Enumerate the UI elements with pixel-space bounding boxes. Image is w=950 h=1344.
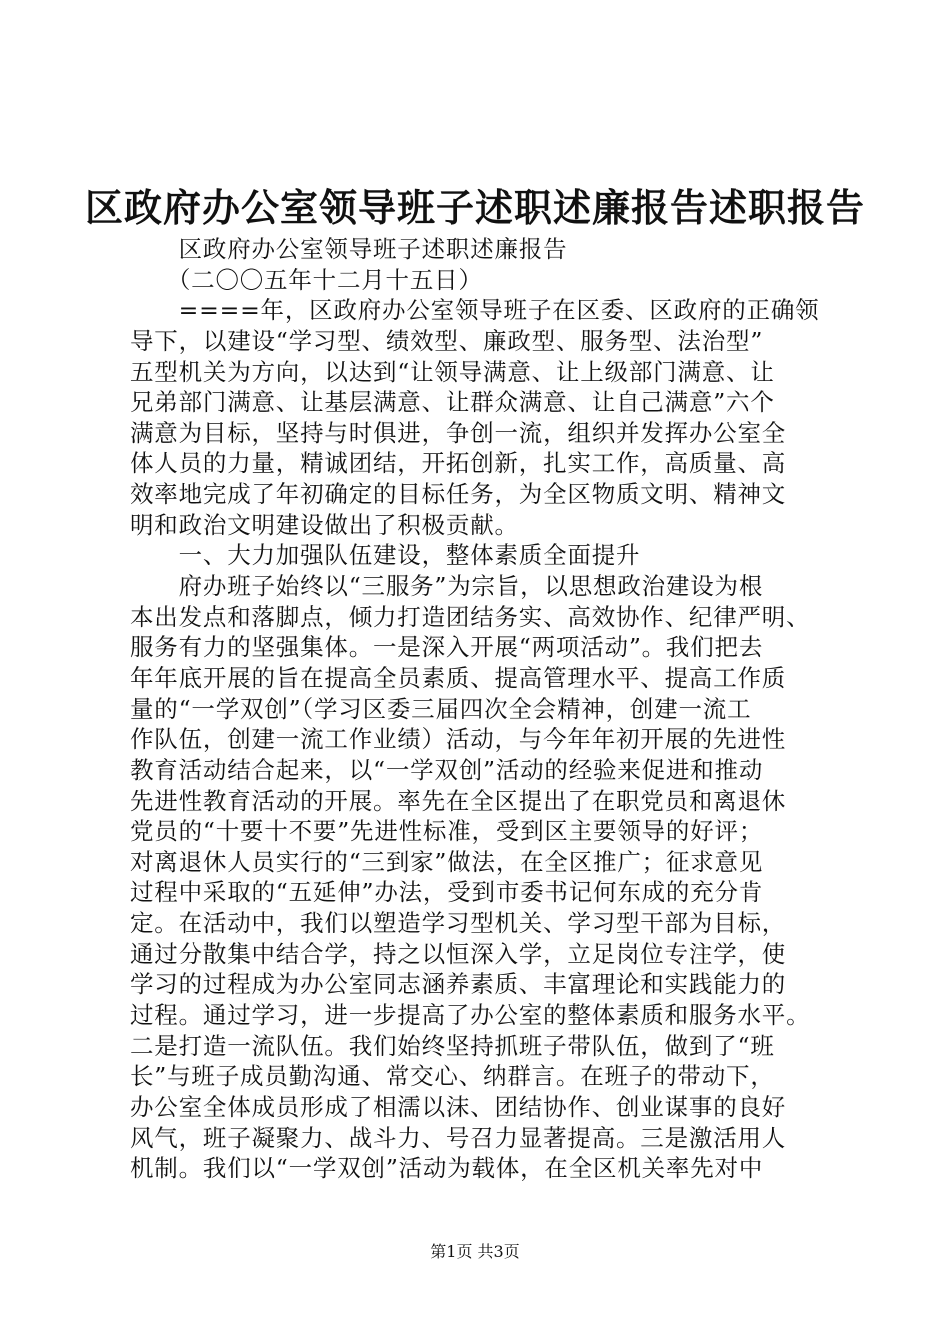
body-line: 府办班子始终以“三服务”为宗旨，以思想政治建设为根 <box>130 572 764 601</box>
body-line: 效率地完成了年初确定的目标任务，为全区物质文明、精神文 <box>130 480 787 509</box>
body-line: 先进性教育活动的开展。率先在全区提出了在职党员和离退休 <box>130 786 787 815</box>
body-line: 本出发点和落脚点，倾力打造团结务实、高效协作、纪律严明、 <box>130 602 811 631</box>
body-line: ====年，区政府办公室领导班子在区委、区政府的正确领 <box>130 296 820 325</box>
page-footer: 第1页 共3页 <box>430 1242 520 1261</box>
body-line: 党员的“十要十不要”先进性标准，受到区主要领导的好评； <box>130 817 764 846</box>
body-line: 量的“一学双创”（学习区委三届四次全会精神，创建一流工 <box>130 694 752 723</box>
body-line: 学习的过程成为办公室同志涵养素质、丰富理论和实践能力的 <box>130 970 787 999</box>
document-title: 区政府办公室领导班子述职述廉报告述职报告 <box>84 185 865 230</box>
body-line: 导下，以建设“学习型、绩效型、廉政型、服务型、法治型” <box>130 326 764 355</box>
body-line: 对离退休人员实行的“三到家”做法，在全区推广；征求意见 <box>130 847 764 876</box>
body-line: 机制。我们以“一学双创”活动为载体，在全区机关率先对中 <box>130 1154 764 1183</box>
document-body <box>130 234 824 1184</box>
body-line: 五型机关为方向，以达到“让领导满意、让上级部门满意、让 <box>130 357 775 386</box>
body-line: 过程中采取的“五延伸”办法，受到市委书记何东成的充分肯 <box>130 878 764 907</box>
body-line: 一、大力加强队伍建设，整体素质全面提升 <box>130 541 641 570</box>
body-line: 明和政治文明建设做出了积极贡献。 <box>130 510 519 539</box>
body-line: 满意为目标，坚持与时俱进，争创一流，组织并发挥办公室全 <box>130 418 787 447</box>
body-line: 定。在活动中，我们以塑造学习型机关、学习型干部为目标， <box>130 909 787 938</box>
body-line: 体人员的力量，精诚团结，开拓创新，扎实工作，高质量、高 <box>130 449 787 478</box>
body-line: 作队伍，创建一流工作业绩）活动，与今年年初开展的先进性 <box>130 725 787 754</box>
body-line: 长”与班子成员勤沟通、常交心、纳群言。在班子的带动下， <box>130 1062 775 1091</box>
body-line: 区政府办公室领导班子述职述廉报告 <box>130 235 568 263</box>
body-line: 服务有力的坚强集体。一是深入开展“两项活动”。我们把去 <box>130 633 764 662</box>
body-line: （二〇〇五年十二月十五日） <box>130 265 483 294</box>
body-line: 办公室全体成员形成了相濡以沫、团结协作、创业谋事的良好 <box>130 1092 787 1121</box>
body-line: 通过分散集中结合学，持之以恒深入学，立足岗位专注学，使 <box>130 939 787 968</box>
body-line: 教育活动结合起来，以“一学双创”活动的经验来促进和推动 <box>130 755 764 784</box>
body-line: 年年底开展的旨在提高全员素质、提高管理水平、提高工作质 <box>130 663 787 692</box>
body-line: 二是打造一流队伍。我们始终坚持抓班子带队伍，做到了“班 <box>130 1031 775 1060</box>
body-line: 过程。通过学习，进一步提高了办公室的整体素质和服务水平。 <box>130 1001 811 1030</box>
body-line: 风气，班子凝聚力、战斗力、号召力显著提高。三是激活用人 <box>130 1123 787 1152</box>
body-line: 兄弟部门满意、让基层满意、让群众满意、让自己满意”六个 <box>130 388 775 417</box>
